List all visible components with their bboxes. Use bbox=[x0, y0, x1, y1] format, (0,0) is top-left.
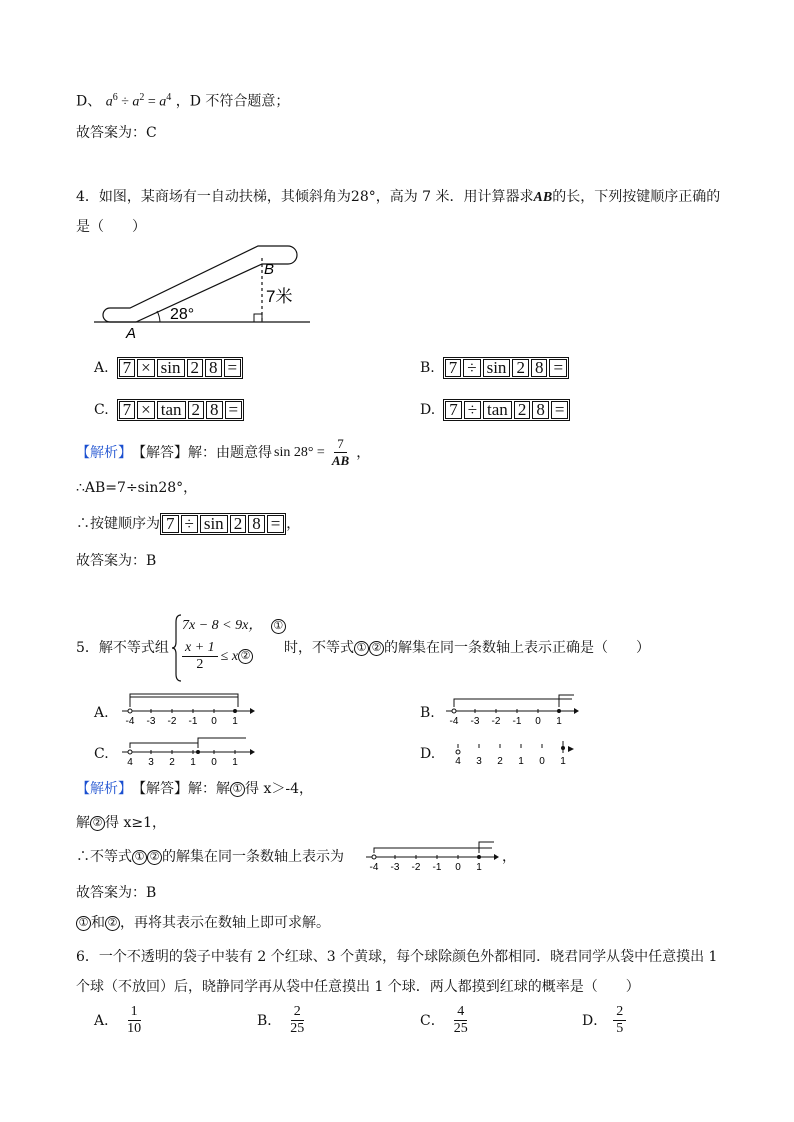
q4-option-label: A. bbox=[94, 360, 109, 376]
key: sin bbox=[483, 359, 511, 377]
analysis-tag: 【解析】 bbox=[76, 781, 132, 797]
key: = bbox=[549, 359, 567, 377]
escalator-figure bbox=[90, 236, 320, 342]
q5-solution-line3 bbox=[76, 848, 344, 866]
circle-mark-1: ① bbox=[271, 619, 286, 634]
fraction-numerator: 1 bbox=[128, 1004, 141, 1021]
key: 2 bbox=[512, 359, 529, 377]
expr-exp-4: 4 bbox=[166, 92, 172, 103]
q6-option-label: C． bbox=[420, 1012, 445, 1029]
key: ÷ bbox=[181, 515, 198, 533]
tick-label: -2 bbox=[411, 862, 421, 872]
sol-intro: 解：由题意得 bbox=[188, 444, 272, 461]
expr-exp-6: 6 bbox=[112, 92, 118, 103]
fraction-numerator: x + 1 bbox=[182, 640, 218, 657]
fraction-denominator: 25 bbox=[290, 1021, 305, 1036]
tick-label: 3 bbox=[476, 756, 482, 767]
fraction bbox=[329, 436, 352, 469]
tick-label: -1 bbox=[512, 716, 522, 726]
tick-label: 4 bbox=[127, 757, 133, 767]
q6-option-a[interactable] bbox=[94, 1004, 144, 1037]
circle-mark-1: ① bbox=[132, 850, 147, 865]
q4-stem-line2: 是（ ） bbox=[76, 219, 146, 235]
q4-option-label: B. bbox=[420, 360, 435, 376]
sol-text: 解：解 bbox=[188, 781, 230, 797]
q4-solution-line3 bbox=[76, 513, 300, 535]
q5-option-b[interactable] bbox=[442, 690, 582, 726]
q4-stem-text: 4．如图，某商场有一自动扶梯，其倾斜角为28°，高为 7 米．用计算器求 bbox=[76, 189, 534, 205]
key: ÷ bbox=[464, 401, 481, 419]
expr-base-a: a bbox=[105, 94, 113, 110]
q5-answer: 故答案为：B bbox=[76, 885, 157, 901]
key: = bbox=[267, 515, 285, 533]
angle-label: 28° bbox=[170, 306, 195, 323]
q5-solution-line1 bbox=[76, 780, 313, 798]
tick-label: 0 bbox=[211, 716, 217, 726]
circle-mark-2: ② bbox=[238, 649, 253, 664]
q4-option-b[interactable] bbox=[420, 357, 569, 379]
q4-solution-line1 bbox=[76, 436, 370, 469]
punct: ， bbox=[286, 516, 301, 532]
q5-ineq2 bbox=[182, 640, 253, 673]
div-op: ÷ bbox=[117, 94, 133, 110]
answer-c: 故答案为：C bbox=[76, 125, 157, 141]
sol-text: 得 x＞-4， bbox=[245, 781, 313, 797]
q5-option-c[interactable] bbox=[118, 731, 258, 767]
expr-base-b: a bbox=[132, 94, 140, 110]
tick-label: -3 bbox=[470, 716, 480, 726]
label-b: B bbox=[264, 261, 275, 278]
q5-option-d-label: D. bbox=[420, 746, 436, 762]
key: = bbox=[551, 401, 569, 419]
tick-label: -3 bbox=[146, 716, 156, 726]
tick-label: 1 bbox=[560, 756, 566, 767]
key: 7 bbox=[119, 401, 136, 419]
fraction-numerator: 4 bbox=[454, 1004, 467, 1021]
key-sequence bbox=[117, 357, 244, 379]
tick-label: 1 bbox=[556, 716, 562, 726]
fraction-denominator: 25 bbox=[453, 1021, 468, 1036]
stem-text: 的解集在同一条数轴上表示正确是（ ） bbox=[384, 640, 650, 656]
key: 8 bbox=[248, 515, 265, 533]
q4-option-a[interactable] bbox=[94, 357, 243, 379]
circle-mark-2: ② bbox=[147, 850, 162, 865]
tick-label: -4 bbox=[125, 716, 135, 726]
key-sequence bbox=[443, 399, 570, 421]
punct: ， bbox=[356, 444, 371, 461]
escalator-shape bbox=[103, 246, 297, 322]
q6-option-label: D． bbox=[582, 1012, 608, 1029]
tick-label: 0 bbox=[539, 756, 545, 767]
sol-text: 的解集在同一条数轴上表示为 bbox=[162, 849, 344, 865]
tick-label: 0 bbox=[211, 757, 217, 767]
q4-answer: 故答案为：B bbox=[76, 553, 157, 569]
tick-label: 2 bbox=[497, 756, 503, 767]
right-angle-mark bbox=[254, 314, 262, 322]
q4-stem-line1 bbox=[76, 188, 720, 207]
q4-stem-ab: AB bbox=[533, 190, 553, 205]
sol-text: 得 x≥1， bbox=[105, 815, 166, 831]
expr-exp-2: 2 bbox=[139, 92, 145, 103]
key-sequence bbox=[160, 513, 286, 535]
tick-label: -1 bbox=[432, 862, 442, 872]
analysis-tag: 【解析】 bbox=[76, 444, 132, 461]
stem-text: 时，不等式 bbox=[284, 640, 354, 656]
tick-label: 1 bbox=[476, 862, 482, 872]
option-d-label: D、 bbox=[76, 93, 102, 110]
answer-tag: 【解答】 bbox=[132, 781, 188, 797]
tick-label: 3 bbox=[148, 757, 154, 767]
fraction bbox=[613, 1004, 626, 1037]
key: 8 bbox=[532, 401, 549, 419]
tick-label: 0 bbox=[535, 716, 541, 726]
sin-expr: sin 28° = bbox=[274, 444, 325, 460]
sol-line3-text: ∴按键顺序为 bbox=[76, 516, 160, 532]
q4-option-d[interactable] bbox=[420, 399, 570, 421]
tick-label: 1 bbox=[232, 716, 238, 726]
q5-option-a[interactable] bbox=[118, 690, 258, 726]
sol-text: ∴不等式 bbox=[76, 849, 132, 865]
fraction-denominator: 5 bbox=[616, 1021, 624, 1036]
key: 8 bbox=[531, 359, 548, 377]
circle-mark-2: ② bbox=[369, 641, 384, 656]
note-text: ，再将其表示在数轴上即可求解。 bbox=[120, 915, 330, 931]
key-sequence bbox=[443, 357, 569, 379]
label-a: A bbox=[126, 325, 137, 342]
circle-mark-1: ① bbox=[354, 641, 369, 656]
q5-option-d[interactable] bbox=[442, 731, 582, 767]
key: × bbox=[137, 401, 155, 419]
key: = bbox=[224, 359, 242, 377]
key: 7 bbox=[162, 515, 179, 533]
tick-label: 1 bbox=[190, 757, 196, 767]
key: 7 bbox=[445, 401, 462, 419]
tick-label: 1 bbox=[232, 757, 238, 767]
tick-label: 1 bbox=[518, 756, 524, 767]
q5-stem-tail bbox=[284, 639, 650, 657]
tick-label: -3 bbox=[390, 862, 400, 872]
q5-solution-number-line bbox=[362, 836, 502, 872]
key: sin bbox=[157, 359, 185, 377]
fraction-numerator: 2 bbox=[291, 1004, 304, 1021]
q4-solution-line2: ∴AB=7÷sin28°， bbox=[76, 480, 198, 496]
q5-solution-line2 bbox=[76, 814, 166, 832]
q5-option-a-label: A. bbox=[94, 705, 109, 721]
key: 7 bbox=[445, 359, 462, 377]
tick-label: 4 bbox=[455, 756, 461, 767]
expr-base-c: a bbox=[159, 94, 167, 110]
fraction-denominator: 2 bbox=[196, 657, 204, 672]
inequality-2-tail: ≤ x bbox=[220, 648, 239, 664]
q5-option-c-label: C. bbox=[94, 746, 109, 762]
punct: ， bbox=[502, 849, 516, 865]
inequality-1: 7x − 8 < 9x， bbox=[182, 618, 263, 633]
tick-label: 0 bbox=[455, 862, 461, 872]
q4-option-c[interactable] bbox=[94, 399, 244, 421]
q6-option-label: B． bbox=[257, 1012, 282, 1029]
q5-option-b-label: B. bbox=[420, 705, 435, 721]
q5-stem-prefix: 5．解不等式组 bbox=[76, 640, 169, 656]
eq-op: = bbox=[144, 94, 160, 110]
key: 2 bbox=[514, 401, 531, 419]
fraction-denominator: AB bbox=[331, 453, 350, 468]
key: 7 bbox=[119, 359, 136, 377]
answer-tag: 【解答】 bbox=[132, 444, 188, 461]
key: sin bbox=[200, 515, 228, 533]
fraction-numerator: 7 bbox=[334, 436, 347, 453]
circle-mark-2: ② bbox=[105, 916, 120, 931]
key: 2 bbox=[188, 401, 205, 419]
q6-stem-line1: 6．一个不透明的袋子中装有 2 个红球、3 个黄球，每个球除颜色外都相同．晓君同学从袋中任意摸出 1 bbox=[76, 949, 718, 965]
tick-label: -4 bbox=[369, 862, 379, 872]
option-d-line bbox=[76, 89, 289, 112]
key: 2 bbox=[187, 359, 204, 377]
q6-option-b[interactable] bbox=[257, 1004, 307, 1037]
q5-note bbox=[76, 914, 330, 932]
height-label: 7米 bbox=[266, 287, 293, 306]
tick-label: -2 bbox=[491, 716, 501, 726]
key: 2 bbox=[230, 515, 247, 533]
q6-stem-line2: 个球（不放回）后，晓静同学再从袋中任意摸出 1 个球．两人都摸到红球的概率是（ ） bbox=[76, 979, 640, 995]
circle-mark-2: ② bbox=[90, 816, 105, 831]
q4-option-label: C. bbox=[94, 402, 109, 418]
tick-label: -2 bbox=[167, 716, 177, 726]
system-brace bbox=[172, 614, 182, 682]
circle-mark-1: ① bbox=[230, 782, 245, 797]
key: ÷ bbox=[463, 359, 480, 377]
key: × bbox=[137, 359, 155, 377]
fraction bbox=[182, 640, 218, 673]
circle-mark-1: ① bbox=[76, 916, 91, 931]
key: 8 bbox=[206, 401, 223, 419]
key: = bbox=[225, 401, 243, 419]
key: tan bbox=[157, 401, 186, 419]
q6-option-d[interactable] bbox=[582, 1004, 626, 1037]
key: tan bbox=[483, 401, 512, 419]
angle-arc bbox=[157, 311, 160, 322]
tick-label: -4 bbox=[449, 716, 459, 726]
fraction bbox=[124, 1004, 144, 1037]
tick-label: -1 bbox=[188, 716, 198, 726]
option-d-tail: ，D 不符合题意； bbox=[175, 93, 290, 110]
fraction-denominator: 10 bbox=[127, 1021, 142, 1036]
q6-option-c[interactable] bbox=[420, 1004, 471, 1037]
key: 8 bbox=[205, 359, 222, 377]
tick-label: 2 bbox=[169, 757, 175, 767]
sol-text: 解 bbox=[76, 815, 90, 831]
fraction bbox=[451, 1004, 471, 1037]
q4-stem-tail: 的长，下列按键顺序正确的 bbox=[552, 189, 721, 205]
q6-option-label: A． bbox=[94, 1012, 119, 1029]
q4-option-label: D. bbox=[420, 402, 436, 418]
q5-ineq1 bbox=[182, 616, 286, 635]
note-text: 和 bbox=[91, 915, 105, 931]
fraction-numerator: 2 bbox=[613, 1004, 626, 1021]
fraction bbox=[287, 1004, 307, 1037]
key-sequence bbox=[117, 399, 244, 421]
